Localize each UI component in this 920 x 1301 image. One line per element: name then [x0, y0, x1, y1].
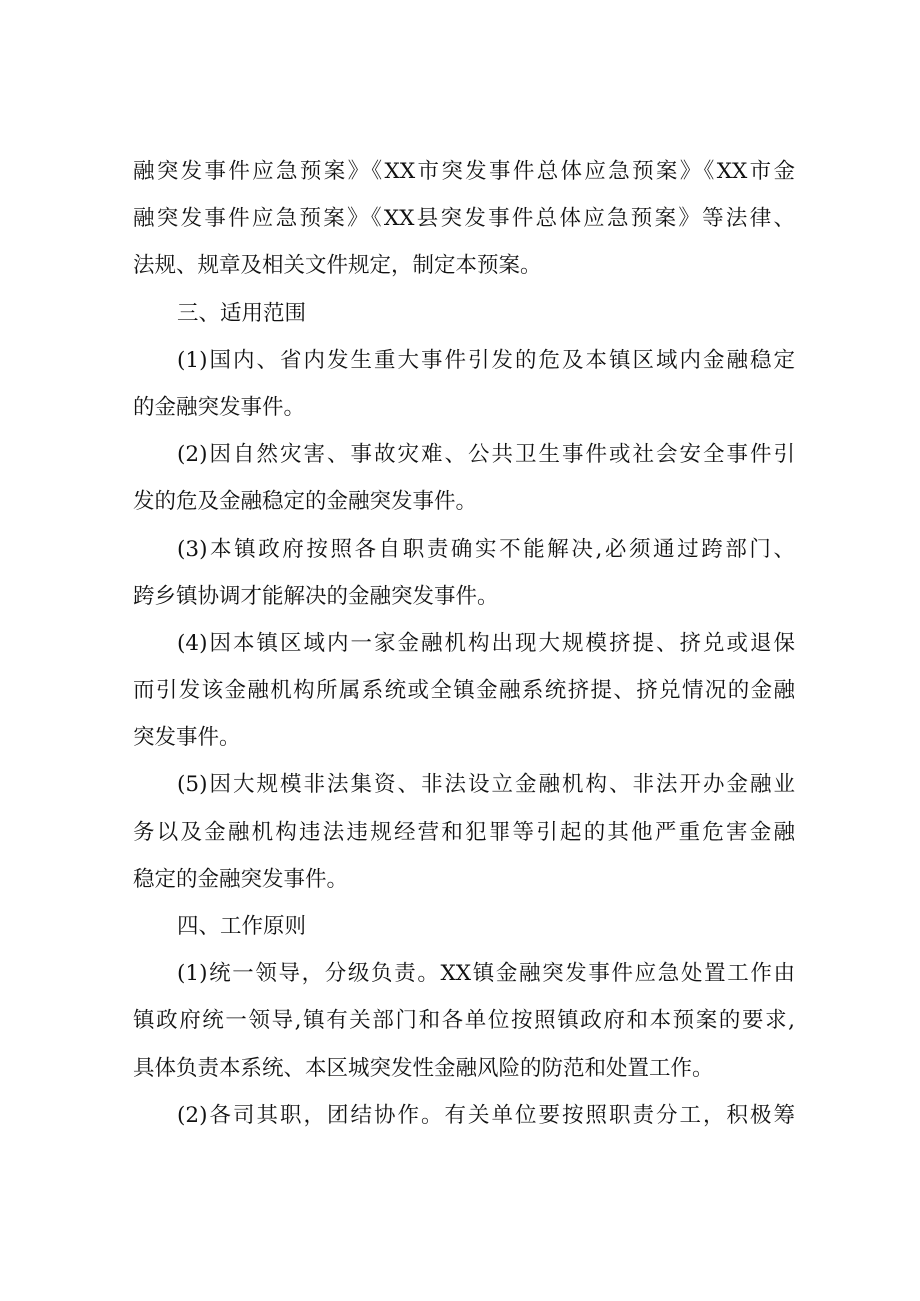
text-line: (4)因本镇区域内一家金融机构出现大规模挤提、挤兑或退保 — [177, 630, 795, 656]
document-body — [133, 148, 795, 1139]
section-heading: 三、适用范围 — [177, 300, 307, 326]
text-line: (1)统一领导，分级负责。XX镇金融突发事件应急处置工作由 — [177, 961, 795, 987]
text-line: 融突发事件应急预案》《XX县突发事件总体应急预案》等法律、 — [133, 206, 795, 232]
text-line: (2)各司其职，团结协作。有关单位要按照职责分工，积极筹 — [177, 1102, 795, 1128]
text-line: 稳定的金融突发事件。 — [133, 866, 349, 892]
text-line: (2)因自然灾害、事故灾难、公共卫生事件或社会安全事件引 — [177, 442, 795, 468]
text-line: 突发事件。 — [133, 725, 241, 751]
text-line: 法规、规章及相关文件规定，制定本预案。 — [133, 253, 542, 279]
text-line: 而引发该金融机构所属系统或全镇金融系统挤提、挤兑情况的金融 — [133, 678, 795, 704]
text-line: (3)本镇政府按照各自职责确实不能解决,必须通过跨部门、 — [177, 536, 795, 562]
section-heading: 四、工作原则 — [177, 914, 307, 939]
text-line: 跨乡镇协调才能解决的金融突发事件。 — [133, 583, 499, 609]
text-line: 务以及金融机构违法违规经营和犯罪等引起的其他严重危害金融 — [133, 819, 795, 845]
text-line: 具体负责本系统、本区城突发性金融风险的防范和处置工作。 — [133, 1055, 714, 1081]
text-line: 融突发事件应急预案》《XX市突发事件总体应急预案》《XX市金 — [133, 159, 795, 184]
text-line: 的金融突发事件。 — [133, 394, 306, 420]
text-line: 发的危及金融稳定的金融突发事件。 — [133, 489, 478, 515]
text-line: (5)因大规模非法集资、非法设立金融机构、非法开办金融业 — [177, 772, 795, 798]
text-line: (1)国内、省内发生重大事件引发的危及本镇区域内金融稳定 — [177, 347, 795, 373]
text-line: 镇政府统一领导,镇有关部门和各单位按照镇政府和本预案的要求, — [133, 1008, 795, 1034]
